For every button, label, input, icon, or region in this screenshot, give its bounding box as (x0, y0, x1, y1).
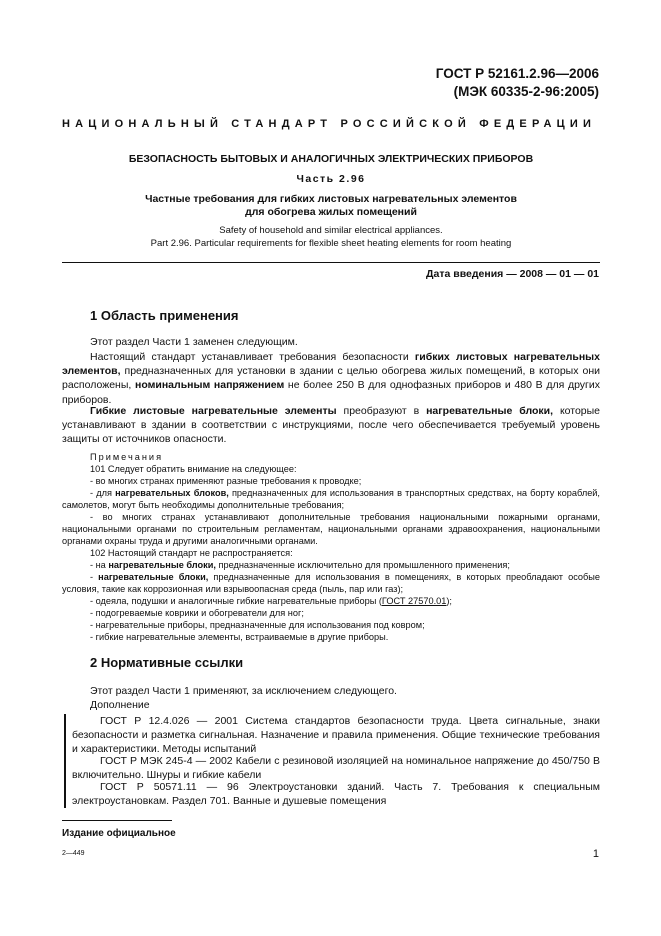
gost-27570-link[interactable]: ГОСТ 27570.01 (381, 596, 447, 606)
standard-code: ГОСТ Р 52161.2.96—2006 (435, 66, 599, 81)
print-code: 2—449 (62, 850, 85, 857)
footer-divider (62, 820, 172, 821)
introduction-date: Дата введения — 2008 — 01 — 01 (426, 268, 599, 280)
note-101-item-1: - во многих странах применяют разные требования к проводке; (90, 476, 362, 486)
note-102: 102 Настоящий стандарт не распространяется: (90, 548, 293, 558)
english-line-1: Safety of household and similar electrical appliances. (219, 225, 443, 236)
english-title (62, 225, 600, 250)
section-2-paragraph-1: Этот раздел Части 1 применяют, за исключением следующего. (90, 685, 397, 697)
note-102-item-4: - подогреваемые коврики и обогреватели для ног; (90, 608, 304, 618)
note-101-item-2: - для нагревательных блоков, предназначенных для использования в транспортных средствах, на борту кораблей, самолетов, могут быть необходимы дополнительные требования; (62, 488, 600, 511)
subtitle-line-2: для обогрева жилых помещений (245, 206, 417, 218)
section-1-paragraph-1: Этот раздел Части 1 заменен следующим. (90, 336, 298, 348)
reference-gost-12-4-026: ГОСТ Р 12.4.026 — 2001 Система стандартов безопасности труда. Цвета сигнальные, знаки безопасности и разметка сигнальная. Назначение и правила применения. Общие технические требования и характеристики. Методы испытаний (72, 715, 600, 756)
note-102-item-6: - гибкие нагревательные элементы, встраиваемые в другие приборы. (90, 632, 389, 642)
page-number: 1 (592, 848, 599, 860)
notes-label: Примечания (90, 452, 164, 462)
section-1-paragraph-3: Гибкие листовые нагревательные элементы преобразуют в нагревательные блоки, которые устанавливают в здании в соответствии с инструкциями, после чего обеспечивается требуемый уровень защиты от источников опасности. (62, 405, 601, 446)
section-1-paragraph-2: Настоящий стандарт устанавливает требования безопасности гибких листовых нагревательных элементов, предназначенных для установки в здании с целью обогрева жилых помещений, в которых они расположены, номинальным напряжением не более 250 В для однофазных приборов и 480 В для других приборов. (62, 351, 600, 406)
subtitle-line-1: Частные требования для гибких листовых нагревательных элементов (145, 193, 517, 205)
note-102-item-2: - нагревательные блоки, предназначенные для использования в помещениях, в которых преобладают особые условия, такие как коррозионная или взрывоопасная среда (пыль, пар или газ); (62, 572, 600, 595)
note-101-item-3: - во многих странах устанавливают дополнительные требования национальными пожарными органами, национальными органами по строительным регламентам, национальными органами здравоохранения, национальными органами охраны труда и другими аналогичными органами. (62, 512, 600, 547)
iec-code: (МЭК 60335-2-96:2005) (453, 84, 599, 99)
document-subtitle (62, 193, 600, 219)
national-standard-banner: НАЦИОНАЛЬНЫЙ СТАНДАРТ РОССИЙСКОЙ ФЕДЕРАЦИИ (62, 118, 597, 130)
note-102-item-3: - одеяла, подушки и аналогичные гибкие нагревательные приборы (ГОСТ 27570.01); (90, 596, 452, 606)
english-line-2: Part 2.96. Particular requirements for flexible sheet heating elements for room heating (150, 237, 512, 249)
reference-gost-50571-11: ГОСТ Р 50571.11 — 96 Электроустановки зданий. Часть 7. Требования к специальным электроустановкам. Раздел 701. Ванные и душевые помещения (72, 781, 600, 808)
note-101: 101 Следует обратить внимание на следующее: (90, 464, 297, 474)
section-2-heading: 2 Нормативные ссылки (90, 655, 244, 670)
reference-gost-iec-245-4: ГОСТ Р МЭК 245-4 — 2002 Кабели с резиновой изоляцией на номинальное напряжение до 450/750 В включительно. Шнуры и гибкие кабели (72, 755, 600, 782)
official-edition-label: Издание официальное (62, 828, 176, 839)
note-102-item-5: - нагревательные приборы, предназначенные для использования под ковром; (90, 620, 425, 630)
part-label: Часть 2.96 (296, 173, 366, 185)
section-1-heading: 1 Область применения (90, 308, 239, 323)
note-102-item-1: - на нагревательные блоки, предназначенные исключительно для промышленного применения; (90, 560, 510, 570)
change-bar (64, 714, 66, 808)
title-divider (62, 262, 600, 263)
document-title: БЕЗОПАСНОСТЬ БЫТОВЫХ И АНАЛОГИЧНЫХ ЭЛЕКТРИЧЕСКИХ ПРИБОРОВ (128, 153, 534, 165)
section-2-addition-label: Дополнение (90, 699, 150, 711)
